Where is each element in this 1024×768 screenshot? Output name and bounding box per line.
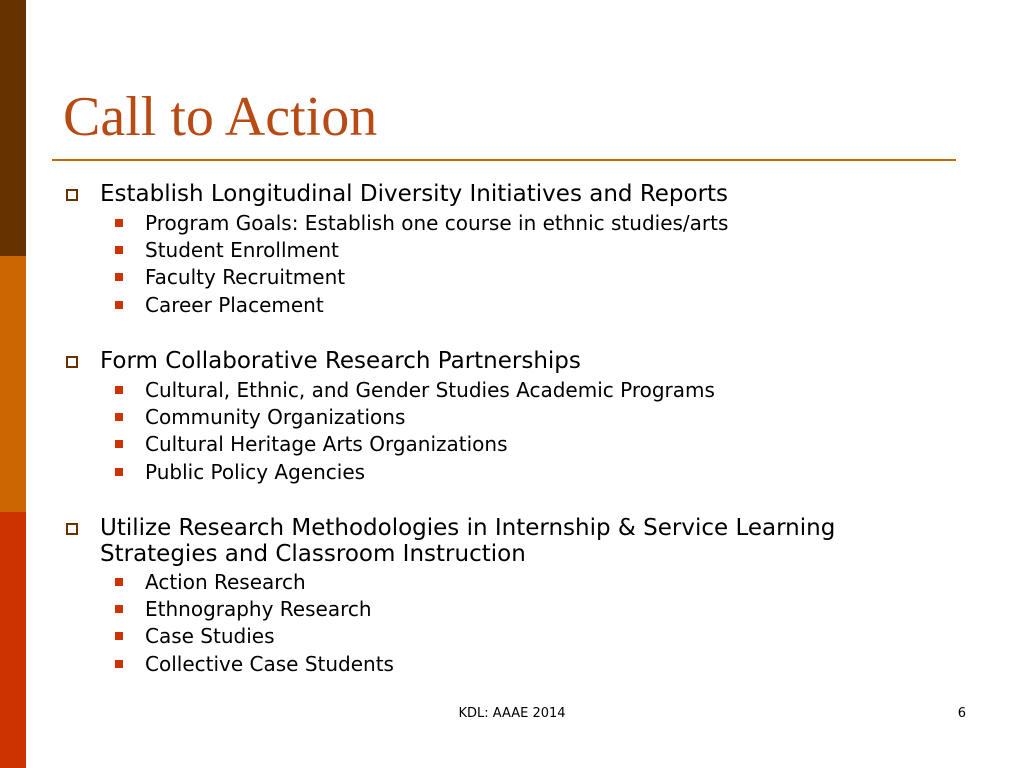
filled-square-bullet-icon bbox=[115, 578, 123, 586]
list-item: Cultural Heritage Arts Organizations bbox=[145, 432, 508, 456]
list-item: Case Studies bbox=[145, 624, 275, 648]
hollow-square-bullet-icon bbox=[66, 523, 78, 535]
section-heading: Utilize Research Methodologies in Internship & Service Learning Strategies and Classroom Instruction bbox=[100, 515, 836, 567]
list-item: Faculty Recruitment bbox=[145, 265, 346, 289]
filled-square-bullet-icon bbox=[115, 301, 123, 309]
slide-footer: KDL: AAAE 2014 bbox=[458, 706, 566, 721]
filled-square-bullet-icon bbox=[115, 440, 123, 448]
slide-title: Call to Action bbox=[63, 86, 378, 148]
filled-square-bullet-icon bbox=[115, 413, 123, 421]
hollow-square-bullet-icon bbox=[66, 356, 78, 368]
filled-square-bullet-icon bbox=[115, 468, 123, 476]
section-heading: Establish Longitudinal Diversity Initiatives and Reports bbox=[100, 181, 729, 207]
list-item: Cultural, Ethnic, and Gender Studies Academic Programs bbox=[145, 378, 715, 402]
page-number: 6 bbox=[957, 706, 966, 721]
list-item: Public Policy Agencies bbox=[145, 460, 366, 484]
filled-square-bullet-icon bbox=[115, 386, 123, 394]
section-heading: Form Collaborative Research Partnerships bbox=[100, 348, 581, 374]
list-item: Collective Case Students bbox=[145, 652, 394, 676]
filled-square-bullet-icon bbox=[115, 660, 123, 668]
list-item: Action Research bbox=[145, 570, 306, 594]
hollow-square-bullet-icon bbox=[66, 189, 78, 201]
filled-square-bullet-icon bbox=[115, 246, 123, 254]
filled-square-bullet-icon bbox=[115, 273, 123, 281]
list-item: Student Enrollment bbox=[145, 238, 339, 262]
filled-square-bullet-icon bbox=[115, 632, 123, 640]
list-item: Ethnography Research bbox=[145, 597, 372, 621]
filled-square-bullet-icon bbox=[115, 605, 123, 613]
list-item: Program Goals: Establish one course in ethnic studies/arts bbox=[145, 211, 729, 235]
list-item: Community Organizations bbox=[145, 405, 406, 429]
filled-square-bullet-icon bbox=[115, 219, 123, 227]
list-item: Career Placement bbox=[145, 293, 324, 317]
